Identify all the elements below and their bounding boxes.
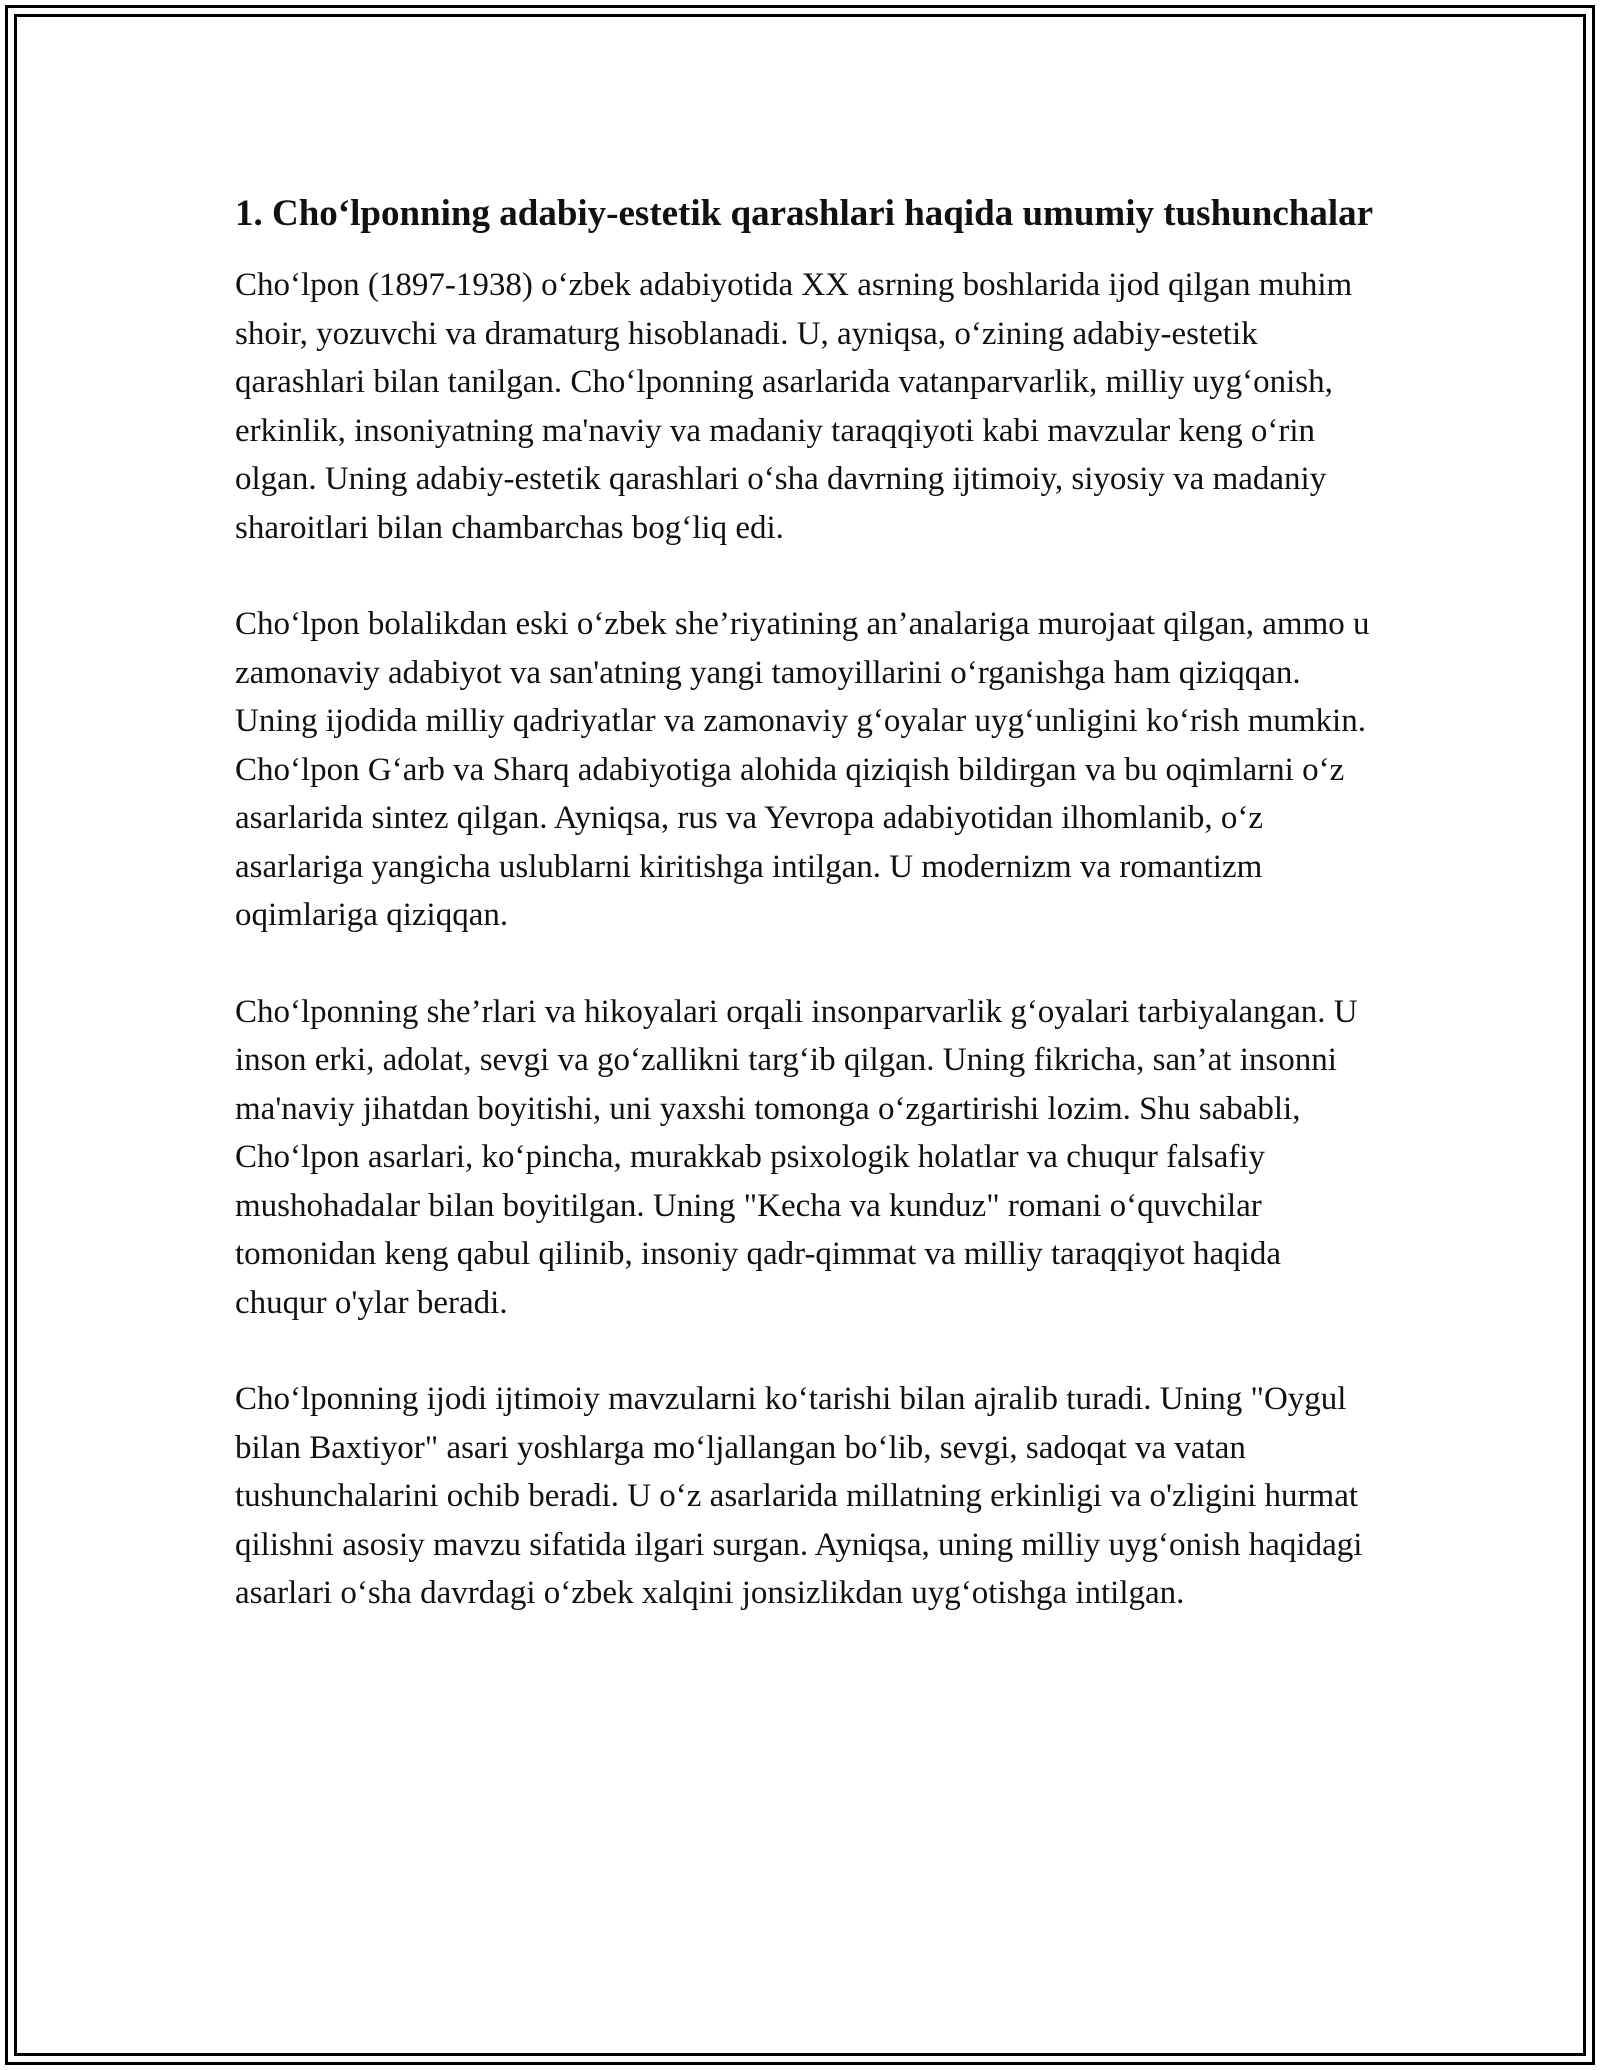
section-heading: 1. Cho‘lponning adabiy-estetik qarashlari haqida umumiy tushunchalar bbox=[235, 193, 1374, 234]
paragraph-2: Cho‘lpon bolalikdan eski o‘zbek she’riyatining an’analariga murojaat qilgan, ammo u zamonaviy adabiyot va san'atning yangi tamoyillarini o‘rganishga ham qiziqqan. Uning ijodida milliy qadriyatlar va zamonaviy g‘oyalar uyg‘unligini ko‘rish mumkin. Cho‘lpon G‘arb va Sharq adabiyotiga alohida qiziqish bildirgan va bu oqimlarni o‘z asarlarida sintez qilgan. Ayniqsa, rus va Yevropa adabiyotidan ilhomlanib, o‘z asarlariga yangicha uslublarni kiritishga intilgan. U modernizm va romantizm oqimlariga qiziqqan. bbox=[235, 606, 1370, 933]
paragraph-4: Cho‘lponning ijodi ijtimoiy mavzularni ko‘tarishi bilan ajralib turadi. Uning "Oygul bilan Baxtiyor" asari yoshlarga mo‘ljallangan bo‘lib, sevgi, sadoqat va vatan tushunchalarini ochib beradi. U o‘z asarlarida millatning erkinligi va o'zligini hurmat qilishni asosiy mavzu sifatida ilgari surgan. Ayniqsa, uning milliy uyg‘onish haqidagi asarlari o‘sha davrdagi o‘zbek xalqini jonsizlikdan uyg‘otishga intilgan. bbox=[235, 1381, 1363, 1611]
paragraph-3: Cho‘lponning she’rlari va hikoyalari orqali insonparvarlik g‘oyalari tarbiyalangan. U inson erki, adolat, sevgi va go‘zallikni targ‘ib qilgan. Uning fikricha, san’at insonni ma'naviy jihatdan boyitishi, uni yaxshi tomonga o‘zgartirishi lozim. Shu sababli, Cho‘lpon asarlari, ko‘pincha, murakkab psixologik holatlar va chuqur falsafiy mushohadalar bilan boyitilgan. Uning "Kecha va kunduz" romani o‘quvchilar tomonidan keng qabul qilinib, insoniy qadr-qimmat va milliy taraqqiyot haqida chuqur o'ylar beradi. bbox=[235, 993, 1358, 1321]
document-body bbox=[235, 186, 1375, 1666]
paragraph-1: Cho‘lpon (1897-1938) o‘zbek adabiyotida XX asrning boshlarida ijod qilgan muhim shoir, yozuvchi va dramaturg hisoblanadi. U, ayniqsa, o‘zining adabiy-estetik qarashlari bilan tanilgan. Cho‘lponning asarlarida vatanparvarlik, milliy uyg‘onish, erkinlik, insoniyatning ma'naviy va madaniy taraqqiyoti kabi mavzular keng o‘rin olgan. Uning adabiy-estetik qarashlari o‘sha davrning ijtimoiy, siyosiy va madaniy sharoitlari bilan chambarchas bog‘liq edi. bbox=[235, 267, 1353, 546]
